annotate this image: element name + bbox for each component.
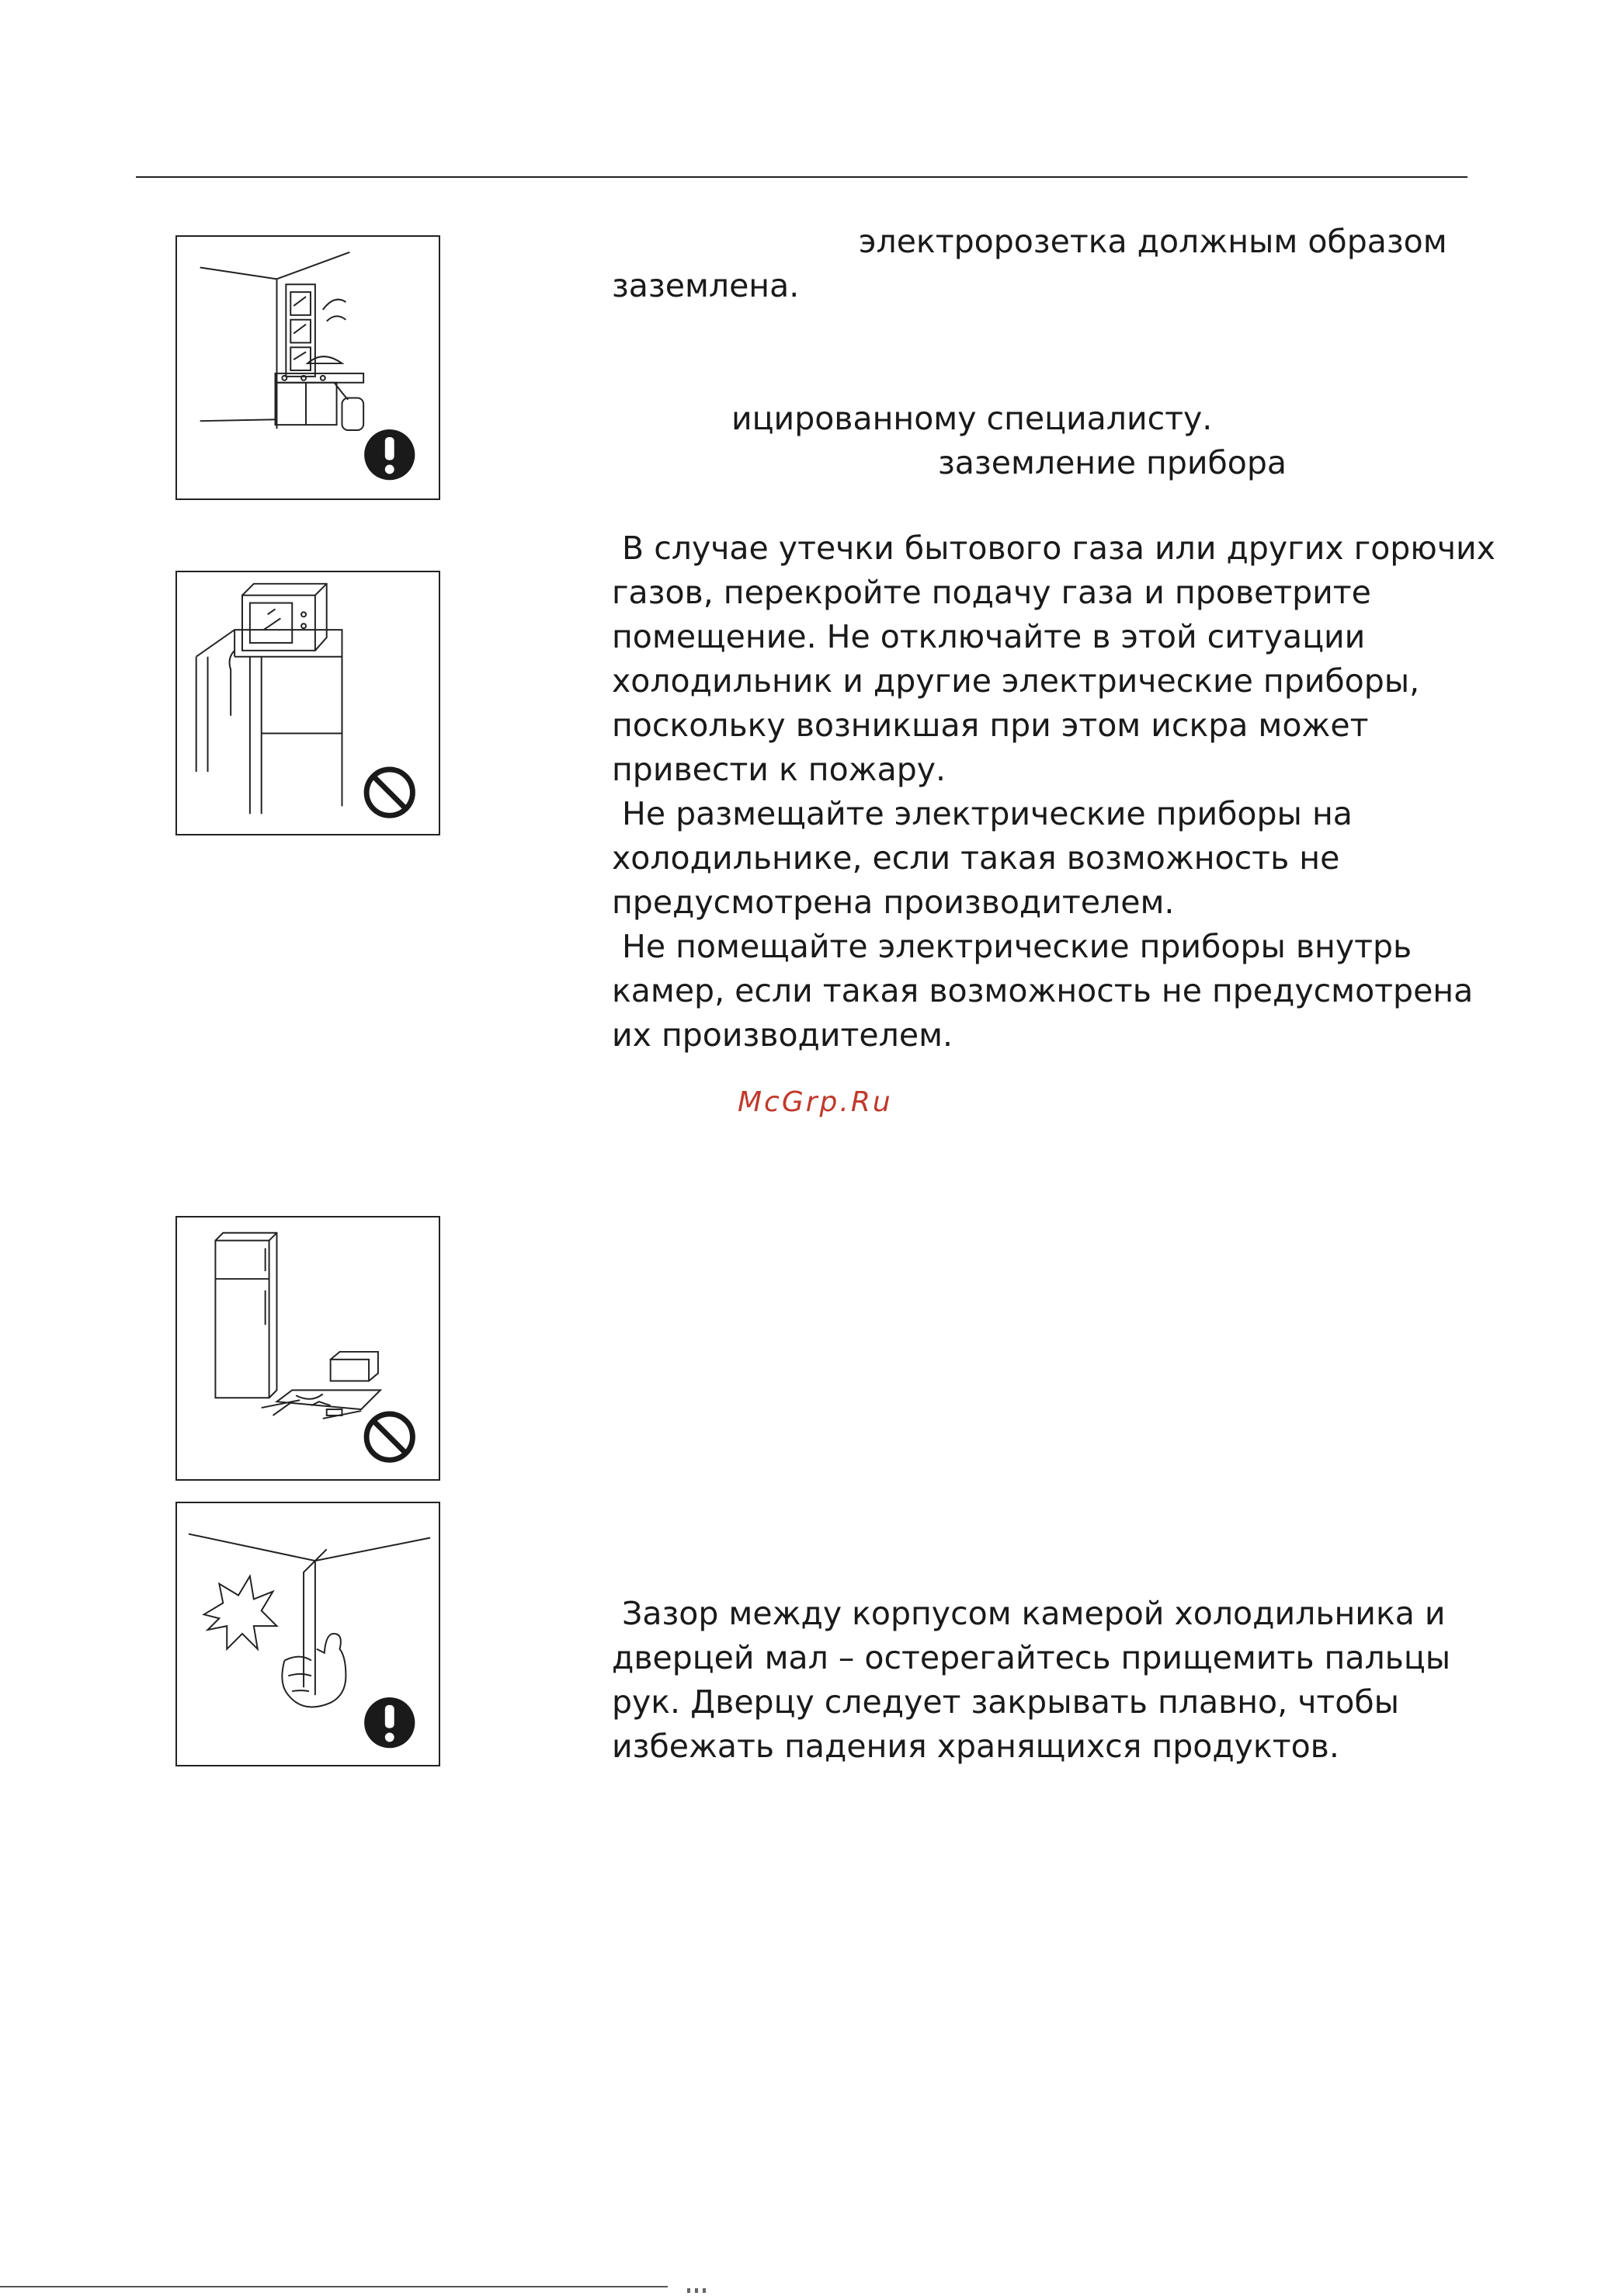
paragraph-line: В случае утечки бытового газа или других горючих [612, 530, 1495, 567]
grounding-text-line: ицированному специалисту. [731, 400, 1213, 437]
footer-rule [0, 2286, 668, 2287]
watermark-text: McGrp.Ru [738, 1086, 893, 1118]
warning-exclamation-icon [177, 237, 439, 498]
grounding-text-line: заземлена. [612, 267, 800, 304]
paragraph-line: газов, перекройте подачу газа и проветрите [612, 574, 1371, 611]
paragraph-line: помещение. Не отключайте в этой ситуации [612, 618, 1366, 655]
paragraph-line: холодильнике, если такая возможность не [612, 839, 1340, 877]
figure-door-pinch [175, 1502, 440, 1766]
figure-fridge-tools [175, 1216, 440, 1481]
footer-marks [687, 2281, 718, 2286]
prohibited-icon [177, 1217, 439, 1479]
paragraph-line: привести к пожару. [612, 751, 946, 788]
paragraph-line: камер, если такая возможность не предусмотрена [612, 972, 1474, 1009]
paragraph-line: Не размещайте электрические приборы на [612, 795, 1353, 832]
warning-exclamation-icon [177, 1503, 439, 1765]
paragraph-line: холодильник и другие электрические приборы, [612, 662, 1420, 700]
grounding-text-line: заземление прибора [938, 444, 1287, 481]
figure-kitchen-grounding [175, 235, 440, 500]
paragraph-line: предусмотрена производителем. [612, 884, 1175, 921]
paragraph-line: рук. Дверцу следует закрывать плавно, чтобы [612, 1683, 1400, 1721]
paragraph-line: их производителем. [612, 1016, 953, 1054]
paragraph-line: поскольку возникшая при этом искра может [612, 707, 1369, 744]
paragraph-line: Зазор между корпусом камерой холодильника и [612, 1595, 1446, 1632]
paragraph-line: избежать падения хранящихся продуктов. [612, 1728, 1339, 1765]
prohibited-icon [177, 572, 439, 834]
paragraph-line: дверцей мал – остерегайтесь прищемить пальцы [612, 1639, 1451, 1676]
header-rule [136, 176, 1467, 178]
figure-appliance-on-fridge [175, 571, 440, 835]
paragraph-line: Не помещайте электрические приборы внутрь [612, 928, 1412, 965]
grounding-text-line: электророзетка должным образом [859, 223, 1447, 260]
